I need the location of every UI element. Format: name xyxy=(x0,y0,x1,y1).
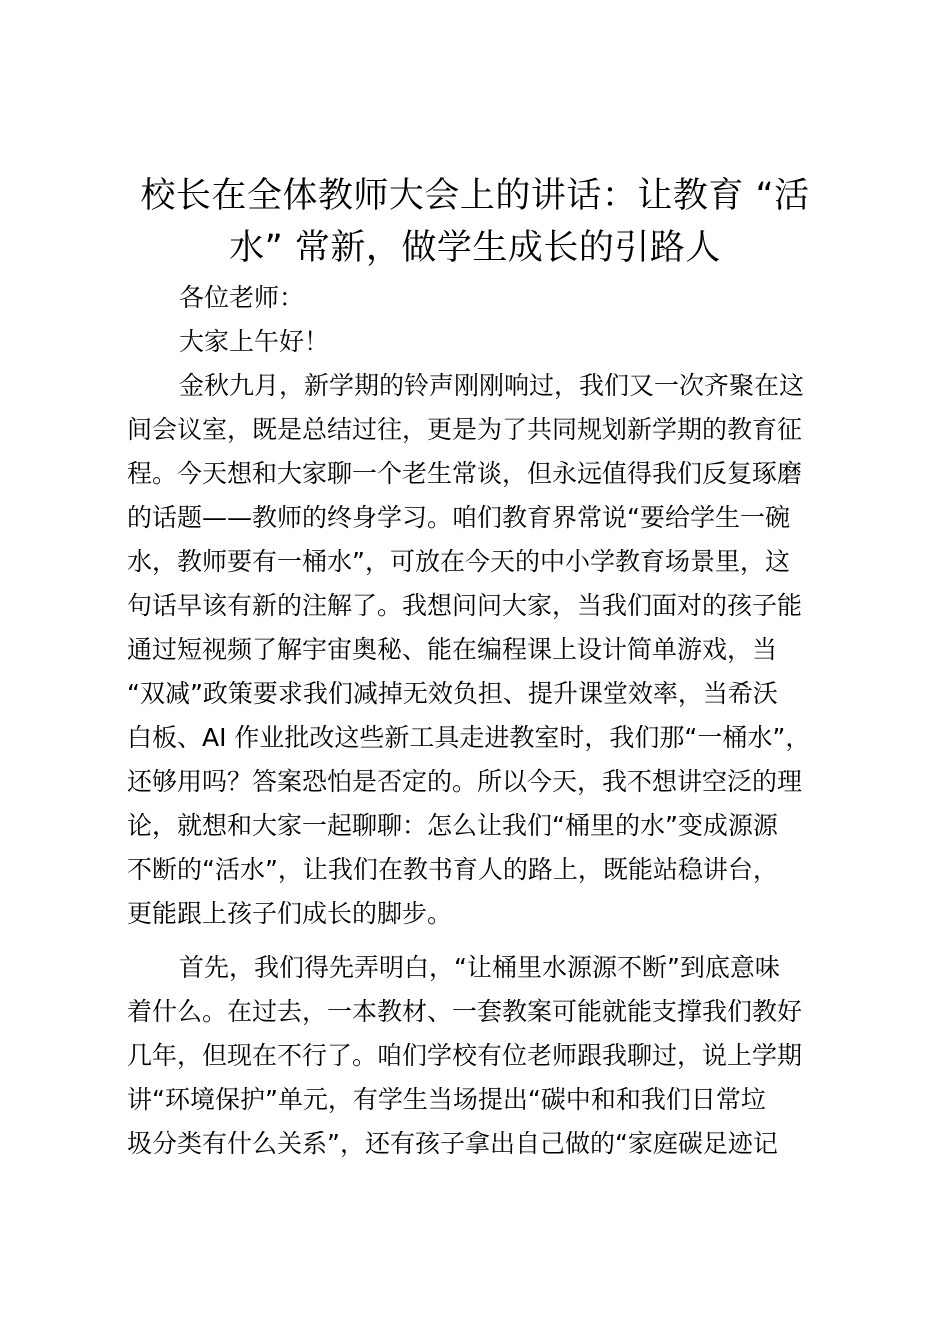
paragraph-1 xyxy=(127,364,833,936)
paragraph-line: 更能跟上孩子们成长的脚步。 xyxy=(127,899,453,928)
paragraph-line: 白板、AI 作业批改这些新工具走进教室时，我们那“一桶水”， xyxy=(127,723,811,752)
paragraph-line: 圾分类有什么关系”，还有孩子拿出自己做的“家庭碳足迹记 xyxy=(127,1129,778,1158)
paragraph-line: 几年，但现在不行了。咱们学校有位老师跟我聊过，说上学期 xyxy=(127,1041,803,1070)
speech-body xyxy=(127,276,833,1166)
paragraph-line: 间会议室，既是总结过往，更是为了共同规划新学期的教育征 xyxy=(127,415,803,444)
paragraph-line: 还够用吗？答案恐怕是否定的。所以今天，我不想讲空泛的理 xyxy=(127,767,803,796)
paragraph-line: 通过短视频了解宇宙奥秘、能在编程课上设计简单游戏，当 xyxy=(127,635,778,664)
paragraph-line: 句话早该有新的注解了。我想问问大家，当我们面对的孩子能 xyxy=(127,591,803,620)
greeting: 大家上午好！ xyxy=(179,327,330,356)
paragraph-line: “双减”政策要求我们减掉无效负担、提升课堂效率，当希沃 xyxy=(127,679,778,708)
document-title xyxy=(120,170,830,274)
paragraph-line: 着什么。在过去，一本教材、一套教案可能就能支撑我们教好 xyxy=(127,997,803,1026)
paragraph-line: 的话题——教师的终身学习。咱们教育界常说“要给学生一碗 xyxy=(127,503,790,532)
paragraph-line: 首先，我们得先弄明白，“让桶里水源源不断”到底意味 xyxy=(179,953,780,982)
paragraph-line: 水，教师要有一桶水”，可放在今天的中小学教育场景里，这 xyxy=(127,547,790,576)
paragraph-2 xyxy=(127,946,833,1166)
paragraph-line: 不断的“活水”，让我们在教书育人的路上，既能站稳讲台， xyxy=(127,855,778,884)
paragraph-line: 讲“环境保护”单元，有学生当场提出“碳中和和我们日常垃 xyxy=(127,1085,766,1114)
paragraph-spacing xyxy=(127,936,833,946)
paragraph-line: 程。今天想和大家聊一个老生常谈，但永远值得我们反复琢磨 xyxy=(127,459,803,488)
title-line: 校长在全体教师大会上的讲话：让教育 “活 xyxy=(140,176,810,216)
title-line: 水” 常新，做学生成长的引路人 xyxy=(229,228,721,268)
salutation: 各位老师： xyxy=(179,283,305,312)
paragraph-line: 金秋九月，新学期的铃声刚刚响过，我们又一次齐聚在这 xyxy=(179,371,805,400)
paragraph-line: 论，就想和大家一起聊聊：怎么让我们“桶里的水”变成源源 xyxy=(127,811,778,840)
